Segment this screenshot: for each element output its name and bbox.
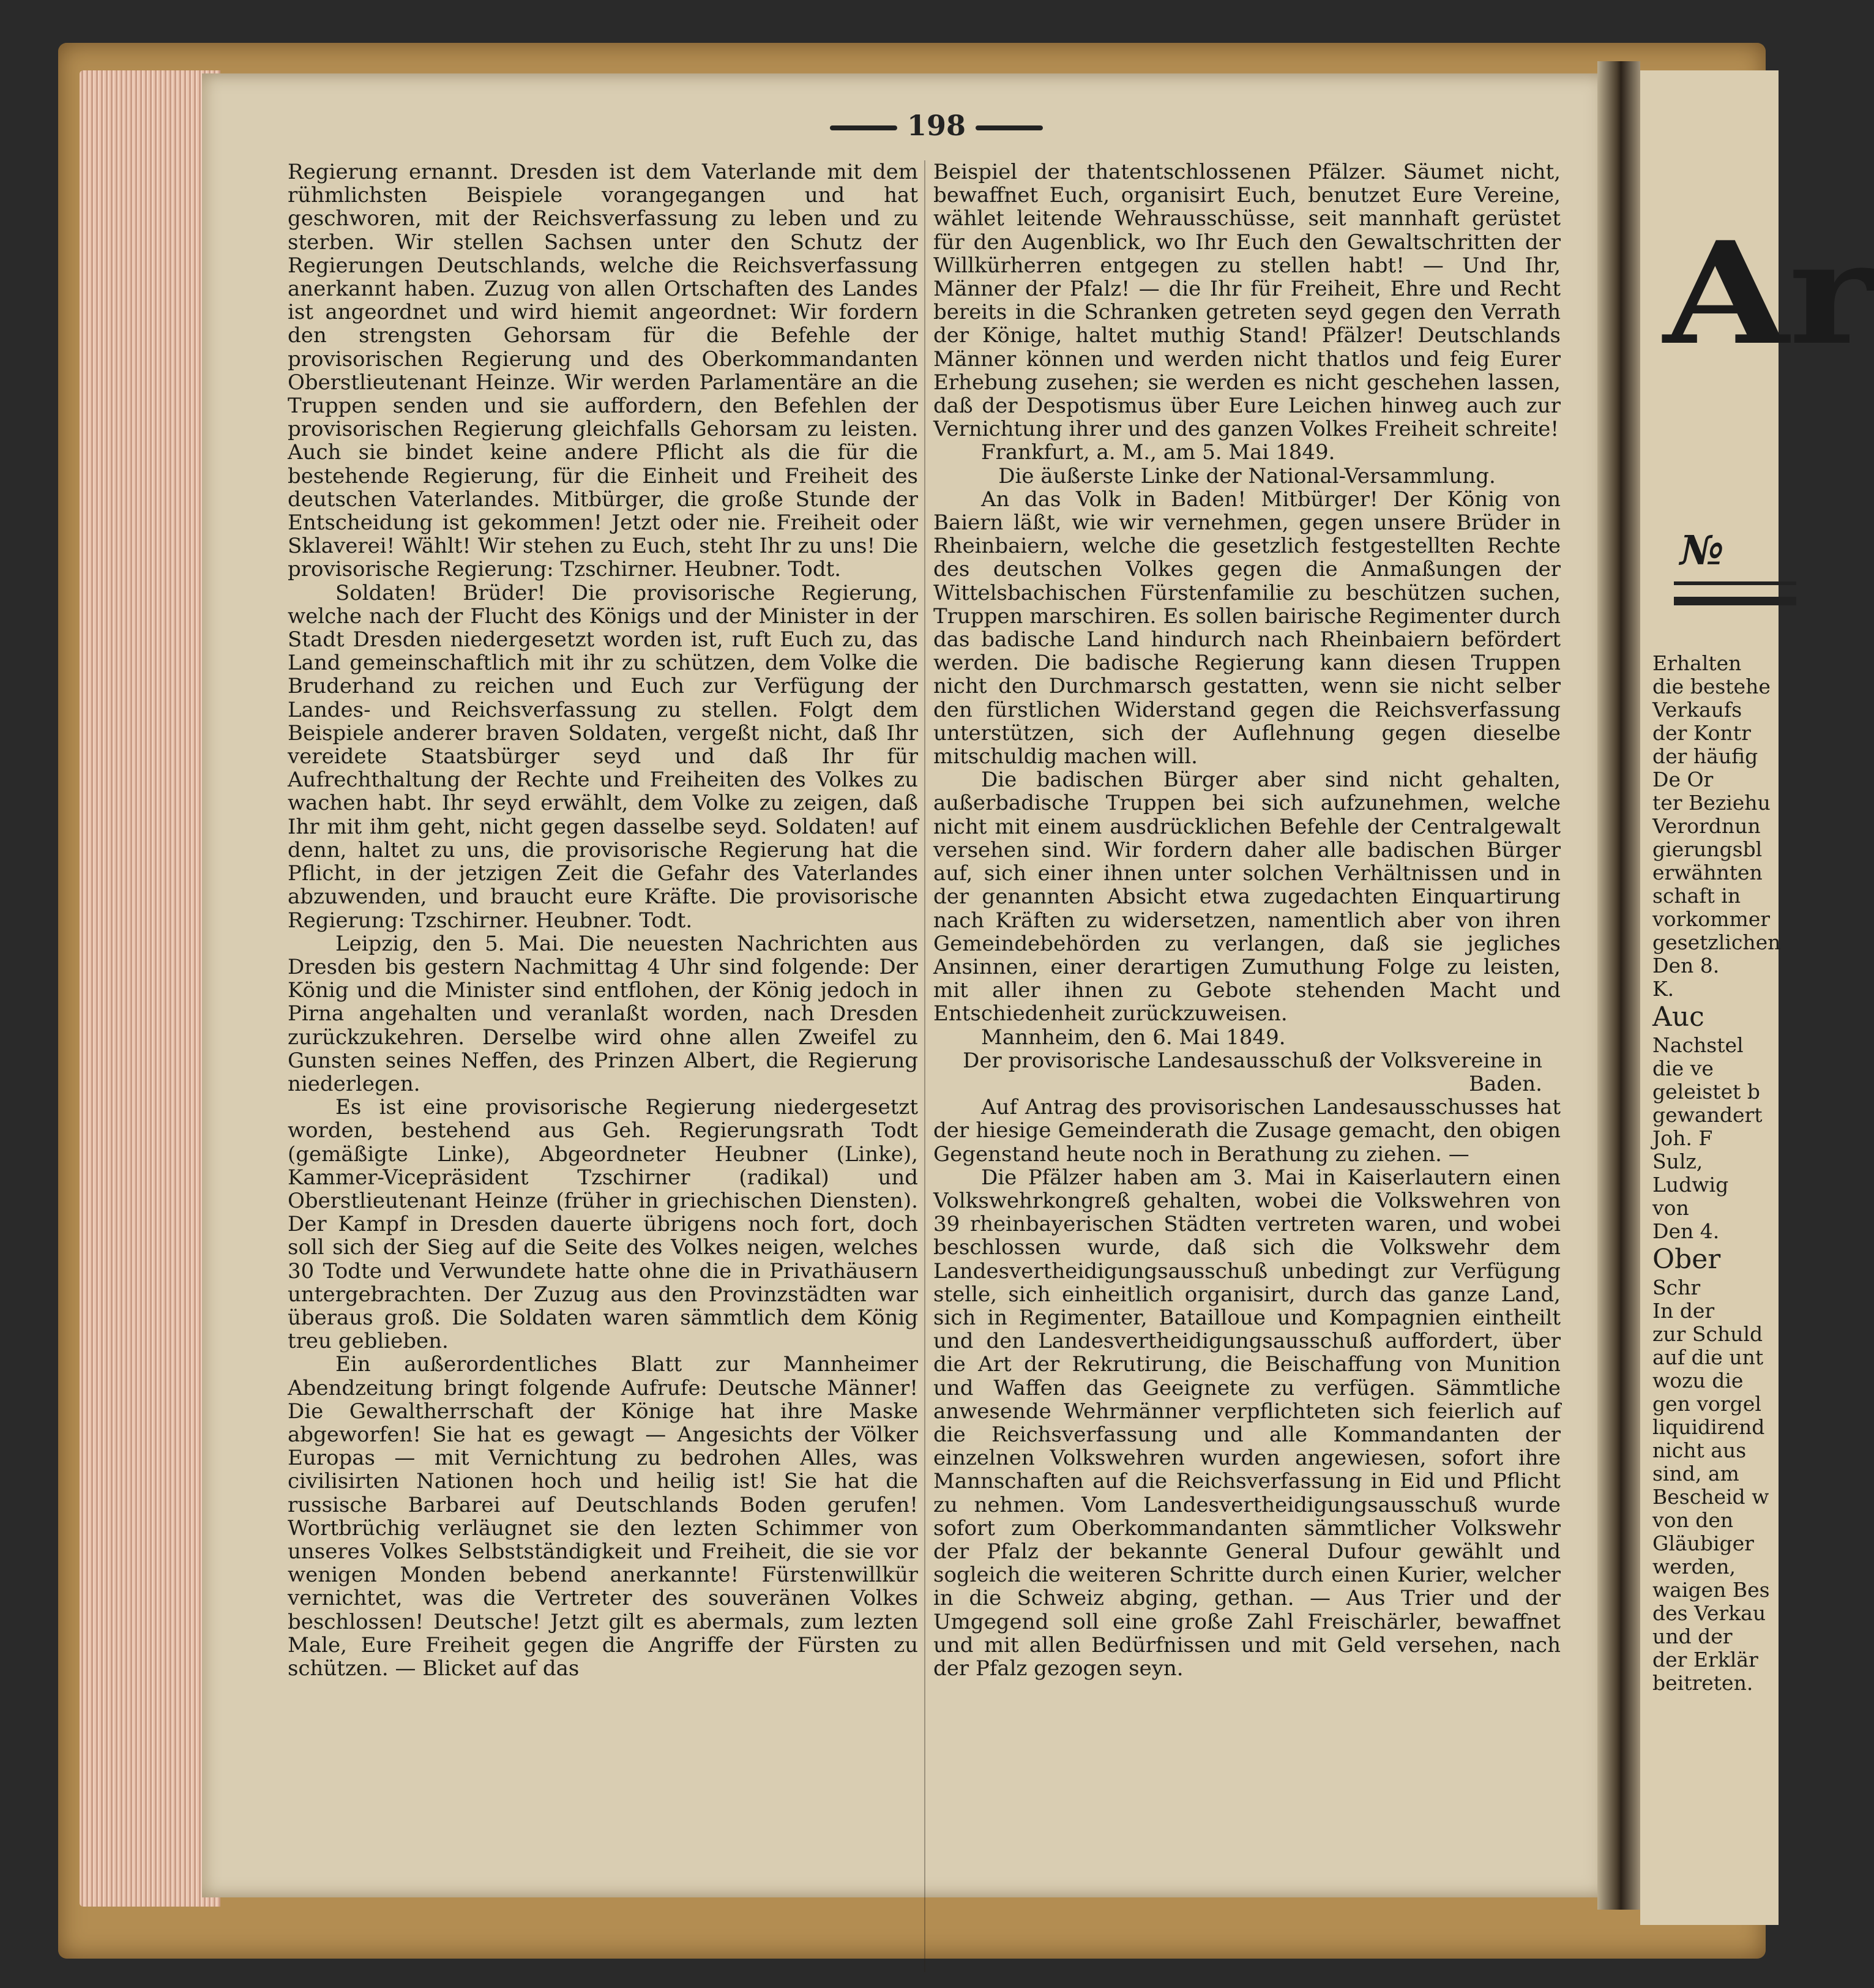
text-fragment: von	[1652, 1196, 1689, 1220]
paragraph: Mannheim, den 6. Mai 1849.	[981, 1025, 1286, 1050]
paragraph: Die badischen Bürger aber sind nicht gehalten, außerbadische Truppen bei sich aufzunehmen, welche nicht mit einem ausdrücklichen Befehle der Centralgewalt versehen sind. Wir fordern daher alle badischen Bürger auf, sich einer ihnen unter solchen Verhältnissen und in der genannten Absicht etwa zugedachten Einquartirung nach Kräften zu widersetzen, namentlich aber von ihren Gemeindebehörden zu verlangen, daß sie jegliches Ansinnen, einer derartigen Zumuthung Folge zu leisten, mit aller ihnen zu Gebote stehenden Macht und Entschiedenheit zurückzuweisen.	[933, 768, 1561, 1026]
text-fragment: vorkommer	[1652, 907, 1771, 931]
text-fragment: die ve	[1652, 1056, 1714, 1080]
text-fragment: der häufig	[1652, 744, 1758, 768]
text-fragment: Ludwig	[1652, 1173, 1729, 1197]
text-fragment: K.	[1652, 977, 1674, 1001]
column-divider	[924, 160, 925, 1972]
text-fragment: der Erklär	[1652, 1648, 1758, 1672]
text-fragment: gesetzlichen	[1652, 930, 1781, 954]
masthead-fragment: Ar	[1663, 211, 1874, 376]
text-column-right	[933, 160, 1561, 1680]
right-page	[1640, 70, 1874, 1925]
ornament-right-icon	[976, 125, 1043, 130]
text-fragment: liquidirend	[1652, 1415, 1765, 1439]
text-fragment: Erhalten	[1652, 651, 1742, 675]
text-fragment: Joh. F	[1652, 1126, 1713, 1150]
paragraph: Ein außerordentliches Blatt zur Mannheimer Abendzeitung bringt folgende Aufrufe: Deutsche Männer! Die Gewaltherrschaft der Könige hat ihre Maske abgeworfen! Sie hat es gewagt — Angesichts der Völker Europas — mit Vernichtung zu bedrohen Alles, was civilisirten Nationen hoch und heilig ist! Sie hat die russische Barbarei auf Deutschlands Boden gerufen! Wortbrüchig verläugnet sie den lezten Schimmer von unseres Volkes Selbstständigkeit und Freiheit, die sie vor wenigen Monden bebend anerkannte! Fürstenwillkür vernichtet, was die Vertreter des souveränen Volkes beschlossen! Deutsche! Jetzt gilt es abermals, zum lezten Male, Eure Freiheit gegen die Angriffe der Fürsten zu schützen. — Blicket auf das	[288, 1352, 918, 1681]
text-fragment: Bescheid w	[1652, 1485, 1769, 1509]
paragraph: An das Volk in Baden! Mitbürger! Der König von Baiern läßt, wie wir vernehmen, gegen unsere Brüder in Rheinbaiern, welche die gesetzlich festgestellten Rechte des deutschen Volkes gegen die Anmaßungen der Wittelsbachischen Fürstenfamilie zu beschützen suchen, Truppen marschiren. Es sollen bairische Regimenter durch das badische Land hindurch nach Rheinbaiern befördert werden. Die badische Regierung kann diesen Truppen nicht den Durchmarsch gestatten, wenn sie nicht selber den fürstlichen Widerstand gegen die Reichsverfassung unterstützen, sich der Auflehnung gegen dieselbe mitschuldig machen will.	[933, 487, 1561, 769]
text-fragment: beitreten.	[1652, 1671, 1753, 1695]
text-fragment: Nachstel	[1652, 1033, 1744, 1057]
paragraph: Soldaten! Brüder! Die provisorische Regierung, welche nach der Flucht des Königs und der Minister in der Stadt Dresden niedergesetzt worden ist, ruft Euch zu, das Land gemeinschaftlich mit ihr zu schützen, dem Volke die Bruderhand zu reichen und Euch zur Verfügung der Landes- und Reichsverfassung zu stellen. Folgt dem Beispiele anderer braven Soldaten, vergeßt nicht, daß Ihr vereidete Staatsbürger seyd und daß Ihr für Aufrechthaltung der Rechte und Freiheiten des Volkes zu wachen habt. Ihr seyd erwählt, dem Volke zu zeigen, daß Ihr mit ihm geht, nicht gegen dasselbe seyd. Soldaten! auf denn, haltet zu uns, die provisorische Regierung hat die Pflicht, in der jetzigen Zeit die Gefahr des Vaterlandes abzuwenden, und braucht eure Kräfte. Die provisorische Regierung: Tzschirner. Heubner. Todt.	[288, 580, 918, 933]
rule-line	[1674, 581, 1796, 585]
page-edges	[80, 70, 220, 1907]
text-fragment: geleistet b	[1652, 1080, 1760, 1104]
issue-number-sign: №	[1680, 526, 1724, 574]
paragraph: Frankfurt, a. M., am 5. Mai 1849.	[981, 440, 1335, 465]
text-fragment: Ober	[1652, 1244, 1721, 1275]
text-fragment: zur Schuld	[1652, 1322, 1763, 1346]
text-fragment: Verordnun	[1652, 814, 1761, 838]
right-page-text-fragments	[1652, 652, 1812, 1695]
ornament-left-icon	[830, 125, 897, 130]
text-fragment: gen vorgel	[1652, 1392, 1761, 1416]
paragraph: Die Pfälzer haben am 3. Mai in Kaiserlautern einen Volkswehrkongreß gehalten, wobei die Volkswehren von 39 rheinbayerischen Städten vertreten waren, und wobei beschlossen wurde, daß sich die Volkswehr dem Landesvertheidigungsausschuß unbedingt zur Verfügung stelle, sich einheitlich organisirt, durch das ganze Land, sich in Regimenter, Batailloue und Kompagnien eintheilt und den Landesvertheidigungsausschuß auffordert, über die Art der Rekrutirung, die Beischaffung von Munition und Waffen das Geeignete zu verfügen. Sämmtliche anwesende Wehrmänner verpflichteten sich feierlich auf die Reichsverfassung und alle Kommandanten der einzelnen Volkswehren wurden angewiesen, sofort ihre Mannschaften auf die Reichsverfassung in Eid und Pflicht zu nehmen. Vom Landesvertheidigungsausschuß wurde sofort zum Oberkommandanten sämmtlicher Volkswehr der Pfalz der bekannte General Dufour gewählt und sogleich die weiteren Schritte durch einen Kurier, welcher in die Schweiz abging, gethan. — Aus Trier und der Umgegend soll eine große Zahl Freischärler, bewaffnet und mit allen Bedürfnissen und mit Geld versehen, nach der Pfalz gezogen seyn.	[933, 1165, 1561, 1681]
text-fragment: ter Beziehu	[1652, 791, 1771, 815]
text-fragment: Sulz,	[1652, 1149, 1703, 1173]
book-gutter	[1597, 61, 1640, 1910]
text-fragment: gewandert	[1652, 1103, 1763, 1127]
text-fragment: sind, am	[1652, 1462, 1739, 1485]
text-fragment: auf die unt	[1652, 1345, 1764, 1369]
text-fragment: Gläubiger	[1652, 1531, 1754, 1555]
text-fragment: schaft in	[1652, 884, 1741, 908]
text-fragment: der Kontr	[1652, 721, 1751, 745]
paragraph: Auf Antrag des provisorischen Landesausschusses hat der hiesige Gemeinderath die Zusage gemacht, den obigen Gegenstand heute noch in Berathung zu ziehen. —	[933, 1095, 1561, 1167]
text-fragment: die bestehe	[1652, 674, 1771, 698]
paragraph: Die äußerste Linke der National-Versammlung.	[998, 463, 1496, 488]
rule-line	[1674, 597, 1796, 605]
text-fragment: Den 4.	[1652, 1219, 1720, 1243]
paragraph: Leipzig, den 5. Mai. Die neuesten Nachrichten aus Dresden bis gestern Nachmittag 4 Uhr sind folgende: Der König und die Minister sind entflohen, der König jedoch in Pirna angehalten und veranlaßt worden, nach Dresden zurückzukehren. Derselbe wird ohne allen Zweifel zu Gunsten seines Neffen, des Prinzen Albert, die Regierung niederlegen.	[288, 931, 918, 1096]
paragraph: Der provisorische Landesausschuß der Volksvereine in Baden.	[963, 1048, 1542, 1096]
text-fragment: In der	[1652, 1299, 1715, 1323]
text-fragment: De Or	[1652, 768, 1714, 791]
text-fragment: Verkaufs	[1652, 698, 1742, 722]
text-fragment: von den	[1652, 1508, 1734, 1532]
text-fragment: wozu die	[1652, 1369, 1744, 1392]
text-fragment: Schr	[1652, 1276, 1701, 1299]
page-number: 198	[906, 109, 966, 142]
text-fragment: des Verkau	[1652, 1601, 1766, 1625]
text-fragment: waigen Bes	[1652, 1578, 1770, 1602]
paragraph: Es ist eine provisorische Regierung niedergesetzt worden, bestehend aus Geh. Regierungsrath Todt (gemäßigte Linke), Abgeordneter Heubner (Linke), Kammer-Vicepräsident Tzschirner (radikal) und Oberstlieutenant Heinze (früher in griechischen Diensten). Der Kampf in Dresden dauerte übrigens noch fort, doch soll sich der Sieg auf die Seite des Volkes neigen, welches 30 Todte und Verwundete hatte ohne die in Privathäusern untergebrachten. Der Zuzug aus den Provinzstädten war überaus groß. Die Soldaten waren sämmtlich dem König treu geblieben.	[288, 1095, 918, 1354]
text-fragment: gierungsbl	[1652, 837, 1763, 861]
page-header	[808, 109, 1065, 146]
paragraph: Regierung ernannt. Dresden ist dem Vaterlande mit dem rühmlichsten Beispiele vorangegangen und hat geschworen, mit der Reichsverfassung zu leben und zu sterben. Wir stellen Sachsen unter den Schutz der Regierungen Deutschlands, welche die Reichsverfassung anerkannt haben. Zuzug von allen Ortschaften des Landes ist angeordnet und wird hiemit angeordnet: Wir fordern den strengsten Gehorsam für die Befehle der provisorischen Regierung und des Oberkommandanten Oberstlieutenant Heinze. Wir werden Parlamentäre an die Truppen senden und sie auffordern, den Befehlen der provisorischen Regierung gleichfalls Gehorsam zu leisten. Auch sie bindet keine andere Pflicht als die für die bestehende Regierung, für die Einheit und Freiheit des deutschen Vaterlandes. Mitbürger, die große Stunde der Entscheidung ist gekommen! Jetzt oder nie. Freiheit oder Sklaverei! Wählt! Wir stehen zu Euch, steht Ihr zu uns! Die provisorische Regierung: Tzschirner. Heubner. Todt.	[288, 160, 918, 582]
text-fragment: Auc	[1652, 1001, 1704, 1033]
text-column-left	[288, 160, 918, 1680]
text-fragment: nicht aus	[1652, 1438, 1747, 1462]
paragraph: Beispiel der thatentschlossenen Pfälzer. Säumet nicht, bewaffnet Euch, organisirt Euch, benutzet Eure Vereine, wählet leitende Wehrausschüsse, seit mannhaft gerüstet für den Augenblick, wo Ihr Euch den Gewaltschritten der Willkürherren entgegen zu stellen habt! — Und Ihr, Männer der Pfalz! — die Ihr für Freiheit, Ehre und Recht bereits in die Schranken getreten seyd gegen den Verrath der Könige, haltet muthig Stand! Pfälzer! Deutschlands Männer können und werden nicht thatlos und feig Eurer Erhebung zusehen; sie werden es nicht geschehen lassen, daß der Despotismus über Eure Leichen hinweg auch zur Vernichtung ihrer und des ganzen Volkes Freiheit schreite!	[933, 160, 1561, 442]
text-fragment: werden,	[1652, 1555, 1736, 1579]
text-fragment: erwähnten	[1652, 861, 1763, 884]
text-fragment: und der	[1652, 1624, 1733, 1648]
text-fragment: Den 8.	[1652, 954, 1720, 977]
